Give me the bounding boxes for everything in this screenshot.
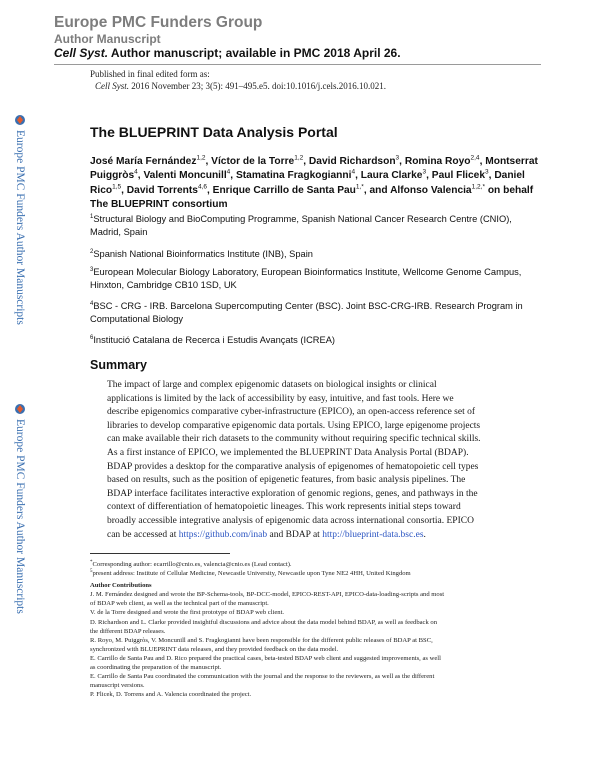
published-info [90,68,386,92]
footnote-marker: * [90,559,93,565]
author-contributions-heading: Author Contributions [90,582,152,590]
author-name: José María Fernández [90,156,197,167]
author-separator: , [488,170,495,182]
contribution-line: P. Flicek, D. Torrens and A. Valencia coordinated the project. [90,691,252,699]
footnotes [90,560,550,699]
published-doi: 2016 November 23; 3(5): 491–495.e5. doi:10.1016/j.cels.2016.10.021. [129,81,386,91]
contribution-line: the different BDAP releases. [90,627,166,635]
summary-last-line [107,529,513,543]
author-separator: , [206,184,213,196]
citation-rest: Author manuscript; available in PMC 2018 April 26. [108,46,401,60]
contribution-line: of BDAP web client, as well as the technical part of the manuscript. [90,600,269,608]
author-affiliation-sup: 3 [422,168,427,176]
summary-text [107,379,513,542]
affiliation-text: European Molecular Biology Laboratory, European Bioinformatics Institute, Wellcome Genome Campus, Hinxton, Cambridge CB10 1SD, UK [90,267,522,291]
contribution-line: R. Royo, M. Puiggròs, V. Moncunill and S. Fragkogianni have been responsible for the different public releases of BDAP at BSC, [90,636,433,644]
published-line1: Published in final edited form as: [90,69,210,79]
author-separator: on behalf The BLUEPRINT consortium [90,184,534,210]
summary-text-fragment: . [423,529,426,540]
contribution-line: D. Richardson and L. Clarke provided insightful discussions and advice about the data model behind BDAP, as well as feedback on [90,618,438,626]
author-separator: , [137,170,144,182]
footnote-text: present address: Institute of Cellular Medicine, Newcastle University, Newcastle upon Tyne NE2 4HH, United Kingdom [92,570,411,578]
summary-line: BDAP interface facilitates interactive exploration of genomic regions, genes, and pathways in the [107,488,478,499]
summary-line: can make available their rich datasets to the community without requiring specific technical skills. [107,434,481,445]
author-separator: , [205,156,212,167]
summary-line: The impact of large and complex epigenomic datasets on biological insights or clinical [107,380,437,390]
summary-line: As a first instance of EPICO, we implemented the BLUEPRINT Data Analysis Portal (BDAP). [107,447,469,458]
author-separator: , [479,156,486,167]
affiliation-text: Structural Biology and BioComputing Programme, Spanish National Cancer Research Centre (CNIO), Madrid, Spain [90,214,512,238]
author-manuscript-label: Author Manuscript [54,32,161,46]
summary-line: libraries to develop comparative epigenomic data portals. Using EPICO, large epigenome projects [107,420,481,431]
author-affiliation-sup: 1,2,* [471,183,485,191]
funders-group-title: Europe PMC Funders Group [54,14,263,31]
author-separator: , [230,170,236,182]
side-banner-text: Europe PMC Funders Author Manuscripts [14,130,26,325]
author-name: Montserrat Puiggròs [90,156,538,182]
author-affiliation-sup: 3 [485,168,489,176]
contribution-line: E. Carrillo de Santa Pau coordinated the communication with the journal and the response to the reviewers, as well as the different [90,673,435,681]
contribution-line: manuscript versions. [90,682,145,690]
author-affiliation-sup: 4,6 [197,183,207,191]
author-affiliation-sup: 1,5 [112,183,122,191]
affiliation-sup: 4 [90,300,94,307]
author-name: David Torrents [126,184,198,196]
published-journal: Cell Syst. [95,81,129,91]
summary-line: broadly accessible integrative analysis of epigenomic data across international consortia. EPICO [107,515,474,526]
summary-line: describe epigenomics comparative cyber-infrastructure (EPICO), an open-access reference set of [107,407,476,418]
affiliation-text: BSC - CRG - IRB. Barcelona Supercomputing Center (BSC). Joint BSC-CRG-IRB. Research Program in Computational Biology [90,301,523,325]
author-affiliation-sup: 4 [134,168,138,176]
affiliation-sup: 6 [90,334,94,341]
author-name: David Richardson [308,156,396,167]
summary-text-fragment: can be accessed at [107,529,179,540]
affiliation-sup: 2 [90,248,94,255]
citation-journal: Cell Syst. [54,46,109,60]
affiliation-2 [90,248,540,261]
summary-heading: Summary [90,358,147,372]
affiliation-text: Spanish National Bioinformatics Institute (INB), Spain [93,249,313,259]
contribution-line: V. de la Torre designed and wrote the first prototype of BDAP web client. [90,609,285,617]
author-name: Valenti Moncunill [143,170,227,182]
footnote-text: Corresponding author: ecarrillo@cnio.es, valencia@cnio.es (Lead contact). [92,561,292,568]
author-name: Laura Clarke [360,170,423,182]
contribution-line: J. M. Fernández designed and wrote the BP-Schema-tools, BP-DCC-model, EPICO-REST-API, EPICO-data-loading-scripts and most [90,591,445,599]
side-banner-top [10,114,30,334]
side-banner-bottom [10,403,30,623]
europe-pmc-logo-icon [14,403,26,415]
author-name: Romina Royo [404,156,471,167]
author-name: Stamatina Fragkogianni [235,170,352,182]
header-divider [54,64,541,65]
summary-line: BDAP provides a desktop for the comparative analysis of epigenomes of hematopoietic cell types [107,461,479,472]
affiliation-6 [90,334,540,347]
journal-header [54,14,584,61]
contribution-line: as coordinating the preparation of the manuscript. [90,664,222,672]
affiliation-3 [90,266,540,292]
author-affiliation-sup: 1,* [355,183,364,191]
author-separator: , [399,156,405,167]
paper-title: The BLUEPRINT Data Analysis Portal [90,124,338,140]
author-affiliation-sup: 1,2 [196,154,206,162]
author-affiliation-sup: 4 [351,168,356,176]
author-list [90,155,540,212]
author-name: Víctor de la Torre [211,156,295,167]
author-separator: , [355,170,361,182]
author-affiliation-sup: 4 [226,168,231,176]
github-link[interactable]: https://github.com/inab [178,529,268,540]
affiliation-text: Institució Catalana de Recerca i Estudis Avançats (ICREA) [93,335,336,345]
author-name: Alfonso Valencia [390,184,472,196]
side-banner-text: Europe PMC Funders Author Manuscripts [14,419,26,614]
author-separator: , [426,170,432,182]
affiliation-4 [90,300,540,326]
author-affiliation-sup: 3 [395,154,400,162]
citation-line [54,46,584,61]
corresponding-author-note [90,560,550,569]
author-separator: , and [363,184,391,196]
author-name: Enrique Carrillo de Santa Pau [212,184,356,196]
footnote-divider [90,553,230,554]
contribution-line: E. Carrillo de Santa Pau and D. Rico prepared the practical cases, beta-tested BDAP web client and suggested improvements, as well [90,654,441,662]
author-separator: , [121,184,127,196]
author-separator: , [303,156,309,167]
author-affiliation-sup: 1,2 [294,154,304,162]
summary-line: context of differentiation of hematopoietic lineages. This work represents initial steps toward [107,502,461,513]
europe-pmc-logo-icon [14,114,26,126]
contribution-line: synchronized with BLUEPRINT data releases, and they provided feedback on the data model. [90,645,339,653]
author-affiliation-sup: 2,4 [470,154,480,162]
summary-line: applications is limited by the lack of accessibility by easy, intuitive, and fast tools. Here we [107,393,454,404]
summary-line: based on results, such as the position of epigenetic features, from basic analysis pipelines. The [107,475,466,486]
footnote-marker: 5 [90,568,93,574]
affiliation-sup: 3 [90,266,94,273]
affiliation-sup: 1 [90,213,94,220]
affiliation-1 [90,213,540,239]
present-address-note [90,569,550,578]
author-name: Paul Flicek [431,170,486,182]
author-name: Daniel Rico [90,170,525,196]
published-doi-line [90,80,386,92]
bdap-link[interactable]: http://blueprint-data.bsc.es [322,529,424,540]
summary-text-fragment: and BDAP at [267,529,323,540]
